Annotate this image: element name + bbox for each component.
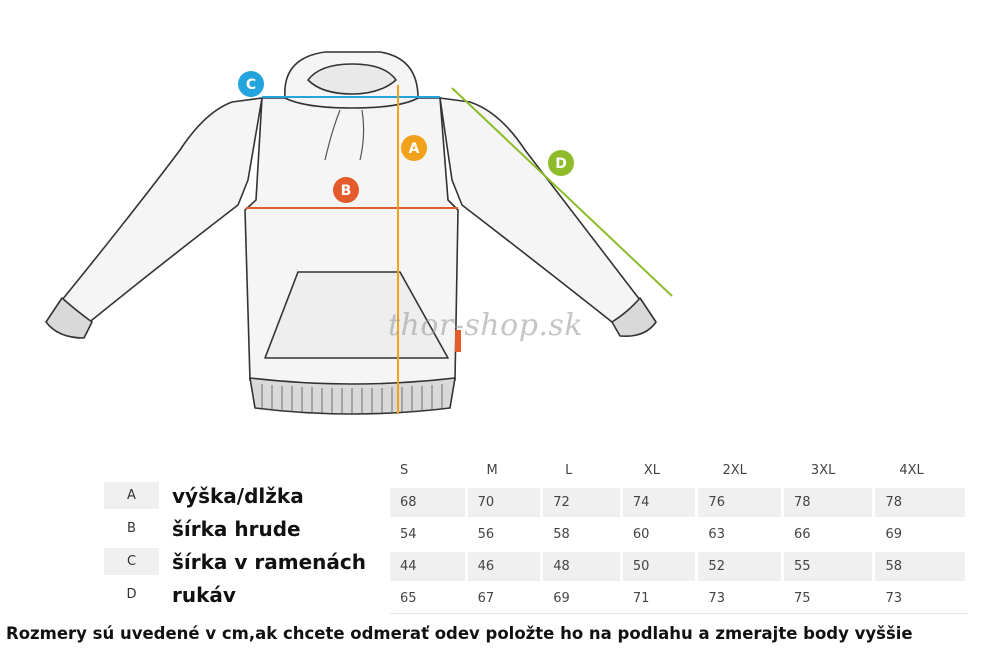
table-cell: 65 <box>400 591 417 606</box>
table-row <box>390 552 968 581</box>
legend-label: šírka v ramenách <box>172 549 366 574</box>
size-header: XL <box>643 462 660 478</box>
marker-b <box>333 177 359 203</box>
table-cell: 54 <box>400 527 417 542</box>
table-cell: 44 <box>390 552 465 581</box>
legend-label: šírka hrude <box>172 516 301 541</box>
size-header: M <box>486 462 498 478</box>
table-cell: 78 <box>875 488 965 517</box>
table-cell: 78 <box>784 488 873 517</box>
legend-key: D <box>126 587 137 602</box>
size-header: L <box>565 462 573 478</box>
marker-c <box>238 71 264 97</box>
table-cell: 63 <box>708 527 725 542</box>
measurement-note: Rozmery sú uvedené v cm,ak chcete odmerať odev položte ho na podlahu a zmerajte body vyššie <box>6 624 913 643</box>
size-header: 2XL <box>722 462 747 478</box>
table-row <box>390 584 968 614</box>
legend-label: rukáv <box>172 582 236 607</box>
marker-b-label: B <box>340 183 352 199</box>
table-cell: 73 <box>708 591 725 606</box>
watermark: thor-shop.sk <box>388 308 584 343</box>
marker-a <box>401 135 427 161</box>
table-cell: 52 <box>698 552 781 581</box>
table-cell: 76 <box>698 488 781 517</box>
table-cell: 58 <box>875 552 965 581</box>
size-header-row <box>390 455 968 485</box>
table-cell: 68 <box>390 488 465 517</box>
table-cell: 72 <box>543 488 620 517</box>
left-sleeve <box>48 98 262 338</box>
size-header: S <box>400 462 409 478</box>
table-cell: 71 <box>632 591 650 606</box>
table-cell: 60 <box>632 527 650 542</box>
legend-key: C <box>104 548 159 575</box>
legend-row <box>104 545 374 578</box>
size-table <box>390 455 968 614</box>
measurement-legend <box>104 479 374 611</box>
marker-c-label: C <box>245 77 257 93</box>
legend-row <box>104 578 374 611</box>
legend-key: A <box>104 482 159 509</box>
table-cell: 46 <box>468 552 541 581</box>
legend-row <box>104 512 374 545</box>
right-sleeve <box>440 98 655 336</box>
waistband <box>250 378 455 414</box>
legend-label: výška/dlžka <box>172 483 304 508</box>
marker-a-label: A <box>408 141 420 157</box>
table-cell: 50 <box>623 552 696 581</box>
table-cell: 48 <box>543 552 620 581</box>
table-cell: 67 <box>477 591 495 606</box>
table-cell: 69 <box>885 527 903 542</box>
table-cell: 70 <box>468 488 541 517</box>
table-cell: 58 <box>553 527 570 542</box>
size-header: 4XL <box>899 462 924 478</box>
table-cell: 69 <box>553 591 570 606</box>
table-cell: 73 <box>885 591 903 606</box>
table-cell: 55 <box>784 552 873 581</box>
table-cell: 75 <box>793 591 811 606</box>
legend-key: B <box>127 521 136 536</box>
size-header: 3XL <box>810 462 836 478</box>
table-row <box>390 488 968 517</box>
table-cell: 56 <box>477 527 495 542</box>
table-row <box>390 520 968 549</box>
legend-row <box>104 479 374 512</box>
marker-d <box>548 150 574 176</box>
marker-d-label: D <box>555 156 567 172</box>
table-cell: 66 <box>793 527 811 542</box>
table-cell: 74 <box>623 488 696 517</box>
